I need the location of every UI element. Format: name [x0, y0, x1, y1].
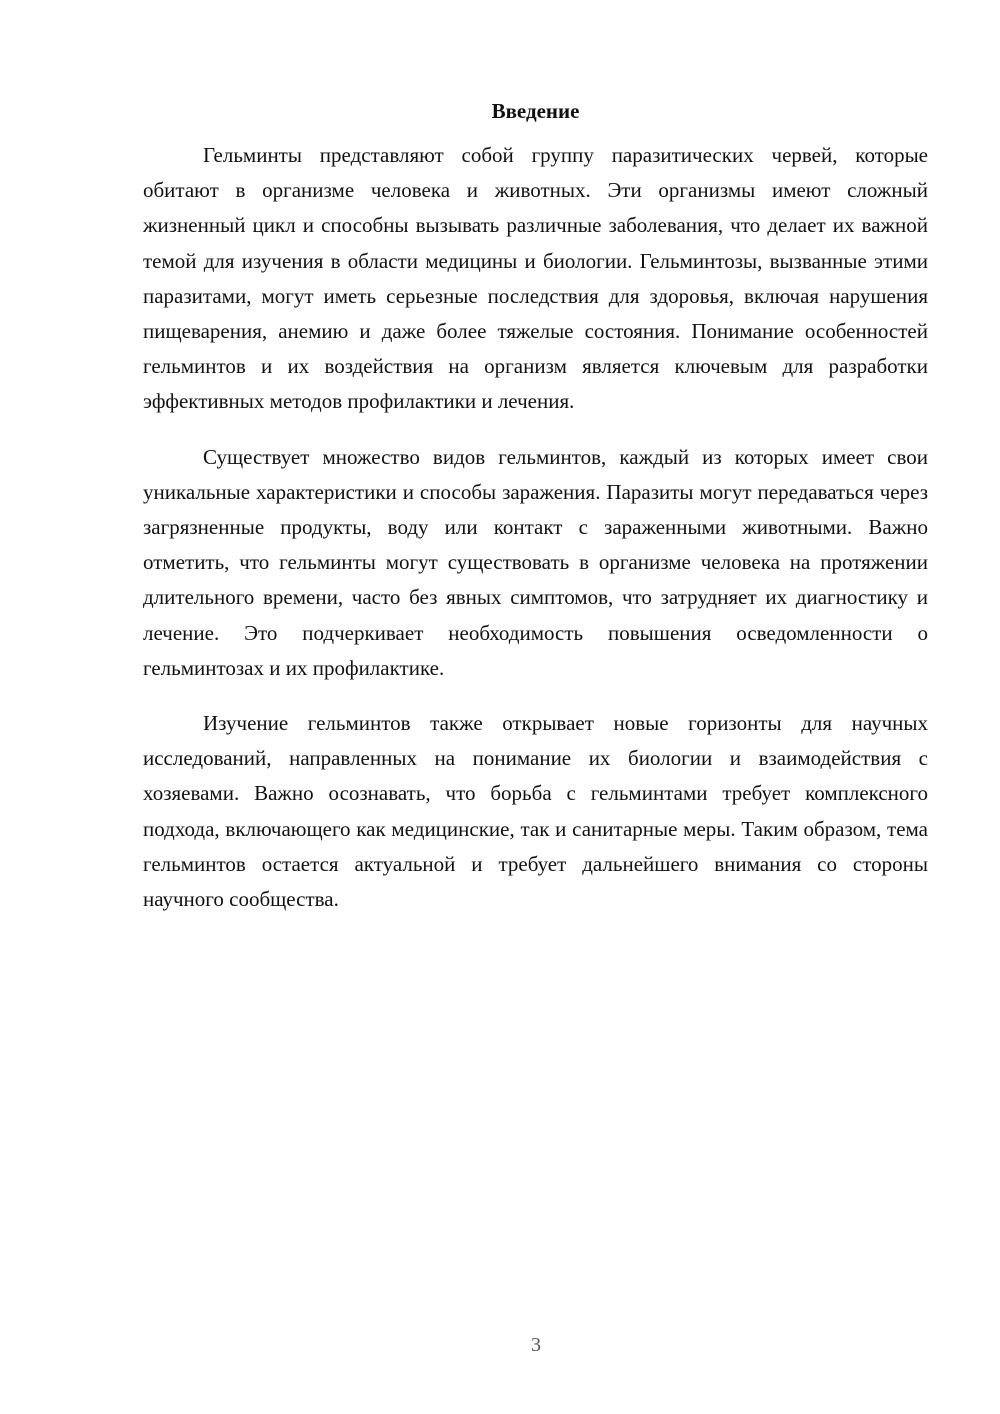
page-number: 3: [531, 1334, 541, 1356]
paragraph-1: Гельминты представляют собой группу паразитических червей, которые обитают в организме человека и животных. Эти организмы имеют сложный жизненный цикл и способны вызывать различные заболевания, что делает их важной темой для изучения в области медицины и биологии. Гельминтозы, вызванные этими паразитами, могут иметь серьезные последствия для здоровья, включая нарушения пищеварения, анемию и даже более тяжелые состояния. Понимание особенностей гельминтов и их воздействия на организм является ключевым для разработки эффективных методов профилактики и лечения.: [143, 143, 928, 414]
paragraph-2: Существует множество видов гельминтов, каждый из которых имеет свои уникальные характеристики и способы заражения. Паразиты могут передаваться через загрязненные продукты, воду или контакт с зараженными животными. Важно отметить, что гельминты могут существовать в организме человека на протяжении длительного времени, часто без явных симптомов, что затрудняет их диагностику и лечение. Это подчеркивает необходимость повышения осведомленности о гельминтозах и их профилактике.: [143, 444, 928, 680]
section-title: Введение: [491, 99, 580, 123]
paragraph-3: Изучение гельминтов также открывает новые горизонты для научных исследований, направленных на понимание их биологии и взаимодействия с хозяевами. Важно осознавать, что борьба с гельминтами требует комплексного подхода, включающего как медицинские, так и санитарные меры. Таким образом, тема гельминтов остается актуальной и требует дальнейшего внимания со стороны научного сообщества.: [143, 711, 928, 912]
page-content: [143, 96, 928, 937]
